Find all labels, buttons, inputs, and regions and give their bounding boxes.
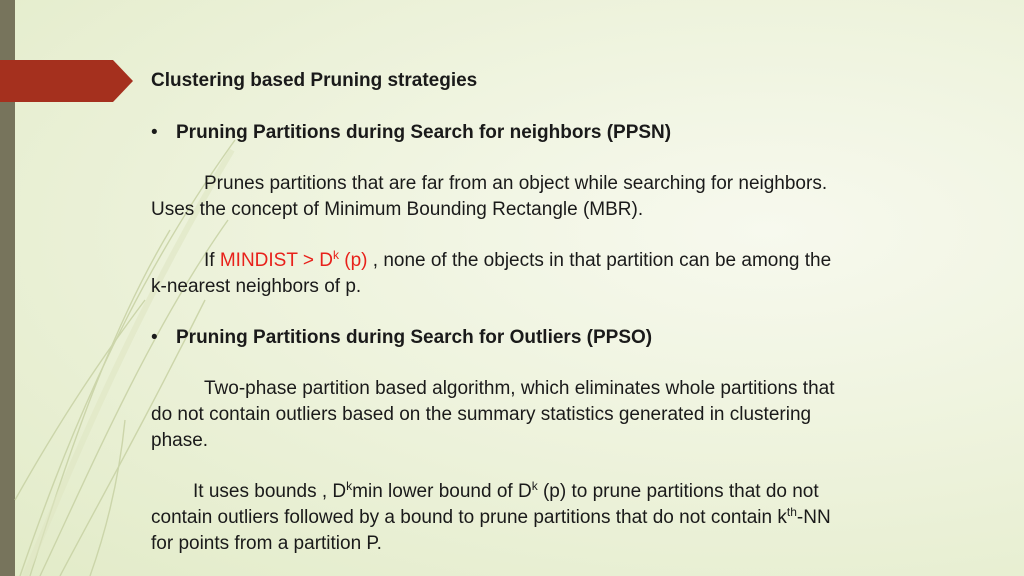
condition-rest: , none of the objects in that partition can be among the — [367, 250, 832, 271]
ppsn-line-1: Prunes partitions that are far from an object while searching for neighbors. — [204, 173, 828, 194]
paragraph-ppso-description — [151, 376, 941, 454]
condition-line-2: k-nearest neighbors of p. — [151, 276, 362, 297]
bullet-ppso-text: Pruning Partitions during Search for Outliers (PPSO) — [176, 327, 653, 348]
slide-title: Clustering based Pruning strategies — [151, 70, 478, 91]
if-text: If — [204, 250, 220, 271]
paragraph-mindist-condition — [151, 248, 941, 300]
ppso-line-3: phase. — [151, 430, 209, 451]
bounds-line-3: for points from a partition P. — [151, 533, 382, 554]
paragraph-ppsn-description — [151, 171, 941, 223]
mindist-formula: MINDIST > $D^k$ (p) — [219, 248, 368, 271]
bullet-ppso — [151, 325, 652, 351]
title-accent-arrow — [0, 60, 133, 102]
bullet-marker: • — [151, 122, 158, 143]
paragraph-bounds: It uses bounds , $D^k\min$ lower bound of $D^k$ (p) to prune partitions that do not contain outliers followed by a bound to prune partitions that do not contain $k^{th}-NN$ for points from a partition P. — [151, 479, 831, 554]
bullet-ppsn — [151, 120, 671, 146]
ppso-line-2: do not contain outliers based on the summary statistics generated in clustering — [151, 404, 812, 425]
bullet-ppsn-text: Pruning Partitions during Search for neighbors (PPSN) — [176, 122, 672, 143]
ppso-line-1: Two-phase partition based algorithm, which eliminates whole partitions that — [204, 378, 835, 399]
bullet-marker: • — [151, 327, 158, 348]
ppsn-line-2: Uses the concept of Minimum Bounding Rectangle (MBR). — [151, 199, 644, 220]
